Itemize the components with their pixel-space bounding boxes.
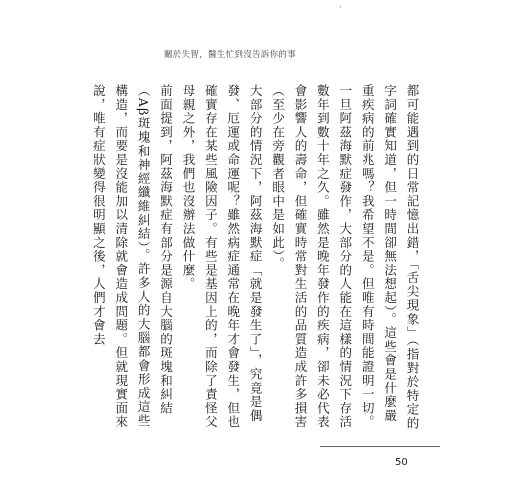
top-mark: · [339,3,342,12]
paragraph: 一旦阿茲海默症發作，大部分的人能在這樣的情況下存活數年到數十年之久。雖然是晚年發作的疾病，卻未必代表會影響人的壽命，但確實時常對生活的品質造成許多損害（至少在旁觀者眼中是如此）。 [270,84,353,429]
body-text [91,84,423,432]
paragraph: 前面提到，阿茲海默症有部分是源自大腦的斑塊和糾結（Aβ斑塊和神經纖維糾結）。許多人的大腦都會形成這些構造，而要是沒能加以清除就會造成問題。但就現實面來說，唯有症狀變得很明顯之後，人們才會去 [91,84,174,429]
footer-rule [320,446,440,447]
running-header: 關於失智，醫生忙到沒告訴你的事 [164,50,297,60]
paragraph: 大部分的情況下，阿茲海默症「就是發生了」，究竟是偶發、厄運或命運呢？雖然病症通常在晚年才會發生，但也確實存在某些風險因子。有些是基因上的，而除了責怪父母親之外，我們也沒辦法做什麼。 [180,84,264,429]
page-number: 50 [395,457,408,468]
paragraph: 都可能遇到的日常記憶出錯，「舌尖現象」（指對於特定的字詞確實知道，但一時間卻無法想起）。這些會是什麼嚴重疾病的前兆嗎？我希望不是。但唯有時間能證明一切。 [360,84,420,431]
